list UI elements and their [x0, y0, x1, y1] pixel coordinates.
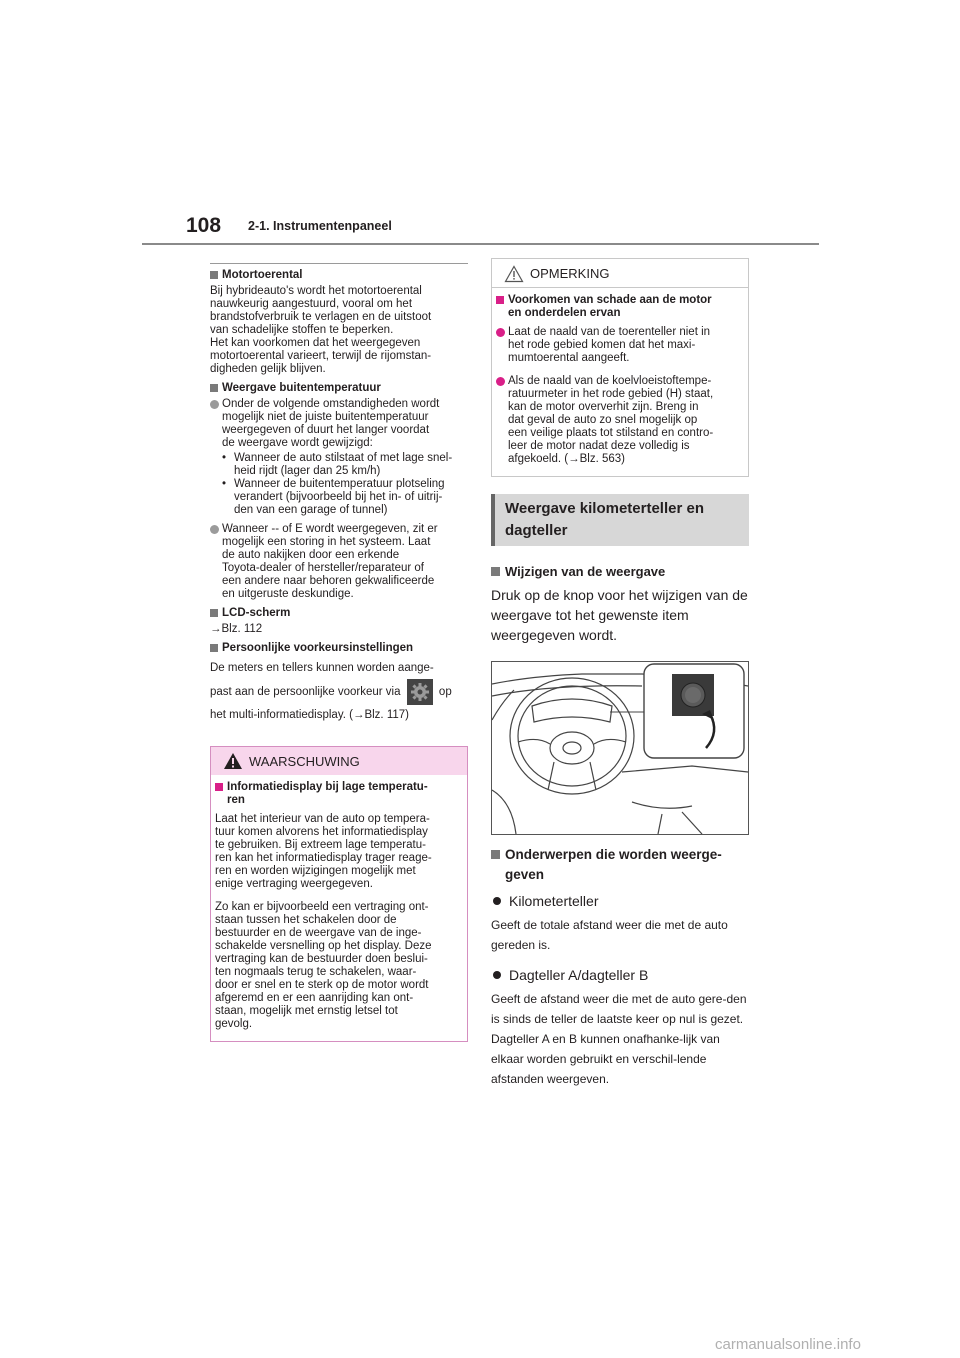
motortoerental-text: Bij hybrideauto's wordt het motortoerental nauwkeurig aangestuurd, vooral om het brandstofverbruik te verlagen en de uitstoot van schadelijke stoffen te beperken. Het kan voorkomen dat het weergegeven motortoerental varieert, terwijl de rijomstan- digheden gelijk blijven.	[210, 285, 432, 375]
voorkeur-text-b: past aan de persoonlijke voorkeur via	[210, 686, 401, 699]
gear-icon	[407, 679, 433, 705]
watermark: carmanualsonline.info	[715, 1336, 861, 1353]
warning-box	[210, 746, 468, 1042]
kilometerteller-text: Geeft de totale afstand weer die met de auto gereden is.	[491, 918, 728, 952]
page-number: 108	[186, 214, 222, 237]
dashboard-illustration	[491, 661, 749, 835]
buitentemperatuur-sublist	[210, 452, 468, 517]
lcd-heading: LCD-scherm	[210, 607, 468, 620]
kilometerteller-section-title: Weergave kilometerteller en dagteller	[491, 494, 749, 546]
note-box	[491, 258, 749, 477]
note-bullet-2: Als de naald van de koelvloeistoftempe- ratuurmeter in het rode gebied (H) staat, kan de motor oververhit zijn. Breng in dat geval de auto zo snel mogelijk op een veilige plaats tot stilstand en contro- leer de motor nadat deze volledig is afgekoeld. (→Blz. 563)	[496, 375, 742, 466]
kilometerteller-item: Kilometerteller	[491, 893, 749, 909]
note-subheading: Voorkomen van schade aan de motor en onderdelen ervan	[496, 294, 742, 320]
caution-triangle-icon	[504, 265, 524, 283]
motortoerental-heading: Motortoerental	[210, 269, 468, 282]
warning-subheading: Informatiedisplay bij lage temperatu- ren	[215, 781, 461, 807]
dagteller-item: Dagteller A/dagteller B	[491, 967, 749, 983]
left-column	[210, 263, 468, 1042]
column-divider	[210, 263, 468, 264]
warning-title: WAARSCHUWING	[249, 753, 360, 769]
note-body	[492, 288, 748, 476]
section-header: 2-1. Instrumentenpaneel	[248, 219, 392, 233]
buitentemperatuur-bullet-2: Wanneer -- of E wordt weergegeven, zit er mogelijk een storing in het systeem. Laat de auto nakijken door een erkende Toyota-dealer of hersteller/reparateur of een andere naar behoren gekwalificeerde en uitgeruste deskundige.	[210, 523, 468, 601]
voorkeur-text	[210, 658, 468, 726]
buitentemperatuur-subitem-1: • Wanneer de auto stilstaat of met lage snel- heid rijdt (lager dan 25 km/h)	[210, 452, 468, 478]
buitentemperatuur-bullet-1: Onder de volgende omstandigheden wordt mogelijk niet de juiste buitentemperatuur weergegeven of duurt het langer voordat de weergave wordt gewijzigd:	[210, 398, 468, 450]
warning-title-bar	[211, 747, 467, 775]
header-divider	[142, 243, 819, 245]
voorkeur-text-d: het multi-informatiedisplay. (→Blz. 117)	[210, 709, 409, 721]
note-title: OPMERKING	[530, 265, 610, 281]
buitentemperatuur-heading: Weergave buitentemperatuur	[210, 382, 468, 395]
warning-triangle-icon	[223, 752, 243, 770]
dagteller-text: Geeft de afstand weer die met de auto gere-den is sinds de teller de laatste keer op nul is gezet. Dagteller A en B kunnen onafhanke-lijk van elkaar worden gebruikt en verschil-lende afstanden weergeven.	[491, 992, 747, 1086]
warning-paragraph-2: Zo kan er bijvoorbeeld een vertraging ont- staan tussen het schakelen door de bestuurder en de weergave van de inge- schakelde versnelling op het display. Deze vertraging kan de bestuurder doen beslui- ten nogmaals terug te schakelen, waar- door er snel en te sterk op de motor wordt afgeremd en er een aanrijding kan ont- staan, mogelijk met ernstig letsel tot gevolg.	[215, 901, 432, 1030]
voorkeur-heading: Persoonlijke voorkeursinstellingen	[210, 642, 468, 655]
buitentemperatuur-subitem-2: • Wanneer de buitentemperatuur plotseling verandert (bijvoorbeeld bij het in- of uitrij- den van een garage of tunnel)	[210, 478, 468, 517]
right-column	[491, 258, 749, 1089]
note-bullet-1: Laat de naald van de toerenteller niet in het rode gebied komen dat het maxi- mumtoerental aangeeft.	[496, 326, 742, 365]
onderwerpen-heading: Onderwerpen die worden weerge- geven	[491, 845, 749, 885]
dashboard-drawing	[492, 662, 748, 834]
warning-paragraph-1: Laat het interieur van de auto op tempera- tuur komen alvorens het informatiedisplay te gebruiken. Bij extreem lage temperatu- ren kan het informatiedisplay trager reage- ren en worden wijzigingen mogelijk met enige vertraging weergegeven.	[215, 813, 432, 890]
warning-body	[211, 775, 467, 1041]
wijzigen-heading: Wijzigen van de weergave	[491, 564, 749, 579]
note-title-bar	[492, 259, 748, 288]
wijzigen-text: Druk op de knop voor het wijzigen van de weergave tot het gewenste item weergegeven wordt.	[491, 587, 748, 643]
lcd-reference: →Blz. 112	[210, 623, 263, 635]
voorkeur-text-a: De meters en tellers kunnen worden aange-	[210, 662, 434, 674]
voorkeur-text-c: op	[438, 686, 452, 699]
